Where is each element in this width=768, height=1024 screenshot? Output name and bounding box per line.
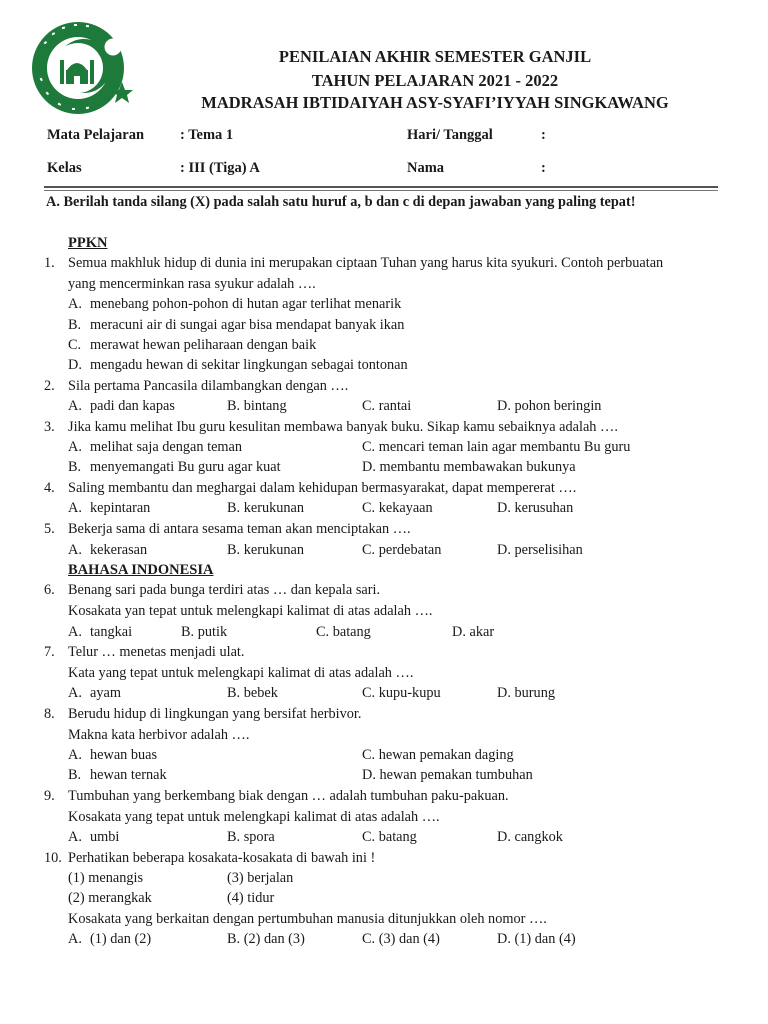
option-d[interactable]: D. perselisihan <box>497 542 583 558</box>
question-text: Benang sari pada bunga terdiri atas … dan kepala sari. <box>68 582 381 598</box>
class-value: : III (Tiga) A <box>180 160 260 176</box>
option-c[interactable]: C. kekayaan <box>362 500 433 516</box>
option-a[interactable]: A. (1) dan (2) <box>68 931 152 947</box>
option-a[interactable]: A. melihat saja dengan teman <box>68 439 243 455</box>
option-b[interactable]: B. spora <box>227 829 275 845</box>
question-text: Tumbuhan yang berkembang biak dengan … adalah tumbuhan paku-pakuan. <box>68 788 509 804</box>
option-d[interactable]: D. cangkok <box>497 829 563 845</box>
question-text: Kosakata yang berkaitan dengan pertumbuhan manusia ditunjukkan oleh nomor …. <box>68 911 547 927</box>
divider <box>44 186 718 188</box>
option-a[interactable]: A. padi dan kapas <box>68 398 175 414</box>
question-text: Kosakata yan tepat untuk melengkapi kalimat di atas adalah …. <box>68 603 433 619</box>
question-text: Semua makhluk hidup di dunia ini merupakan ciptaan Tuhan yang harus kita syukuri. Contoh perbuatan <box>68 255 664 271</box>
option-b[interactable]: B. menyemangati Bu guru agar kuat <box>68 459 281 475</box>
question-text: Berudu hidup di lingkungan yang bersifat herbivor. <box>68 706 362 722</box>
name-value: : <box>541 160 546 176</box>
divider <box>44 190 718 191</box>
question-text: Bekerja sama di antara sesama teman akan menciptakan …. <box>68 521 411 537</box>
question-text: Telur … menetas menjadi ulat. <box>68 644 245 660</box>
question-text: Sila pertama Pancasila dilambangkan dengan …. <box>68 378 349 394</box>
question-number: 10. <box>44 850 62 866</box>
option-b[interactable]: B. hewan ternak <box>68 767 167 783</box>
instruction: A. Berilah tanda silang (X) pada salah satu huruf a, b dan c di depan jawaban yang paling tepat! <box>46 194 636 210</box>
question-number: 2. <box>44 378 55 394</box>
day-value: : <box>541 127 546 143</box>
option-c[interactable]: C. batang <box>362 829 417 845</box>
option-a[interactable]: A. hewan buas <box>68 747 158 763</box>
option-a[interactable]: A. kekerasan <box>68 542 148 558</box>
question-number: 1. <box>44 255 55 271</box>
name-label: Nama <box>407 160 445 176</box>
option-b[interactable]: B. kerukunan <box>227 500 305 516</box>
class-label: Kelas <box>47 160 82 176</box>
question-text: Perhatikan beberapa kosakata-kosakata di bawah ini ! <box>68 850 376 866</box>
option-c[interactable]: C. perdebatan <box>362 542 442 558</box>
list-item: (1) menangis <box>68 870 144 886</box>
option-c[interactable]: C. rantai <box>362 398 412 414</box>
list-item: (2) merangkak <box>68 890 152 906</box>
subject-label: Mata Pelajaran <box>47 127 145 143</box>
question-number: 4. <box>44 480 55 496</box>
question-text: Saling membantu dan meghargai dalam kehidupan bermasyarakat, dapat mempererat …. <box>68 480 577 496</box>
exam-title: PENILAIAN AKHIR SEMESTER GANJIL <box>278 47 592 66</box>
option-b[interactable]: B. (2) dan (3) <box>227 931 305 947</box>
question-text: yang mencerminkan rasa syukur adalah …. <box>68 276 316 292</box>
option-d[interactable]: D. (1) dan (4) <box>497 931 576 947</box>
option-c[interactable]: C. (3) dan (4) <box>362 931 440 947</box>
option-a[interactable]: A. menebang pohon-pohon di hutan agar terlihat menarik <box>68 296 402 312</box>
school-year: TAHUN PELAJARAN 2021 - 2022 <box>311 71 559 90</box>
option-c[interactable]: C. merawat hewan peliharaan dengan baik <box>68 337 317 353</box>
question-number: 7. <box>44 644 55 660</box>
section-ppkn: PPKN <box>68 235 108 251</box>
option-b[interactable]: B. bintang <box>227 398 287 414</box>
question-text: Jika kamu melihat Ibu guru kesulitan membawa banyak buku. Sikap kamu sebaiknya adalah …. <box>68 419 618 435</box>
option-d[interactable]: D. akar <box>452 624 495 640</box>
option-c[interactable]: C. kupu-kupu <box>362 685 441 701</box>
question-number: 8. <box>44 706 55 722</box>
option-c[interactable]: C. mencari teman lain agar membantu Bu guru <box>362 439 631 455</box>
section-bahasa-indonesia: BAHASA INDONESIA <box>68 562 214 578</box>
subject-value: : Tema 1 <box>180 127 234 143</box>
option-c[interactable]: C. batang <box>316 624 371 640</box>
option-b[interactable]: B. meracuni air di sungai agar bisa mendapat banyak ikan <box>68 317 405 333</box>
question-number: 5. <box>44 521 55 537</box>
question-number: 6. <box>44 582 55 598</box>
day-label: Hari/ Tanggal <box>407 127 493 143</box>
option-a[interactable]: A. tangkai <box>68 624 133 640</box>
option-c[interactable]: C. hewan pemakan daging <box>362 747 514 763</box>
option-d[interactable]: D. membantu membawakan bukunya <box>362 459 576 475</box>
school-name: MADRASAH IBTIDAIYAH ASY-SYAFI’IYYAH SINGKAWANG <box>201 93 669 112</box>
question-number: 9. <box>44 788 55 804</box>
list-item: (4) tidur <box>227 890 275 906</box>
option-b[interactable]: B. kerukunan <box>227 542 305 558</box>
question-text: Kata yang tepat untuk melengkapi kalimat di atas adalah …. <box>68 665 414 681</box>
option-a[interactable]: A. ayam <box>68 685 121 701</box>
option-b[interactable]: B. bebek <box>227 685 278 701</box>
option-a[interactable]: A. umbi <box>68 829 120 845</box>
question-text: Kosakata yang tepat untuk melengkapi kalimat di atas adalah …. <box>68 809 440 825</box>
question-number: 3. <box>44 419 55 435</box>
option-a[interactable]: A. kepintaran <box>68 500 151 516</box>
question-text: Makna kata herbivor adalah …. <box>68 727 250 743</box>
option-d[interactable]: D. kerusuhan <box>497 500 574 516</box>
option-d[interactable]: D. mengadu hewan di sekitar lingkungan sebagai tontonan <box>68 357 408 373</box>
option-d[interactable]: D. pohon beringin <box>497 398 602 414</box>
option-b[interactable]: B. putik <box>181 624 228 640</box>
option-d[interactable]: D. burung <box>497 685 555 701</box>
option-d[interactable]: D. hewan pemakan tumbuhan <box>362 767 533 783</box>
list-item: (3) berjalan <box>227 870 294 886</box>
